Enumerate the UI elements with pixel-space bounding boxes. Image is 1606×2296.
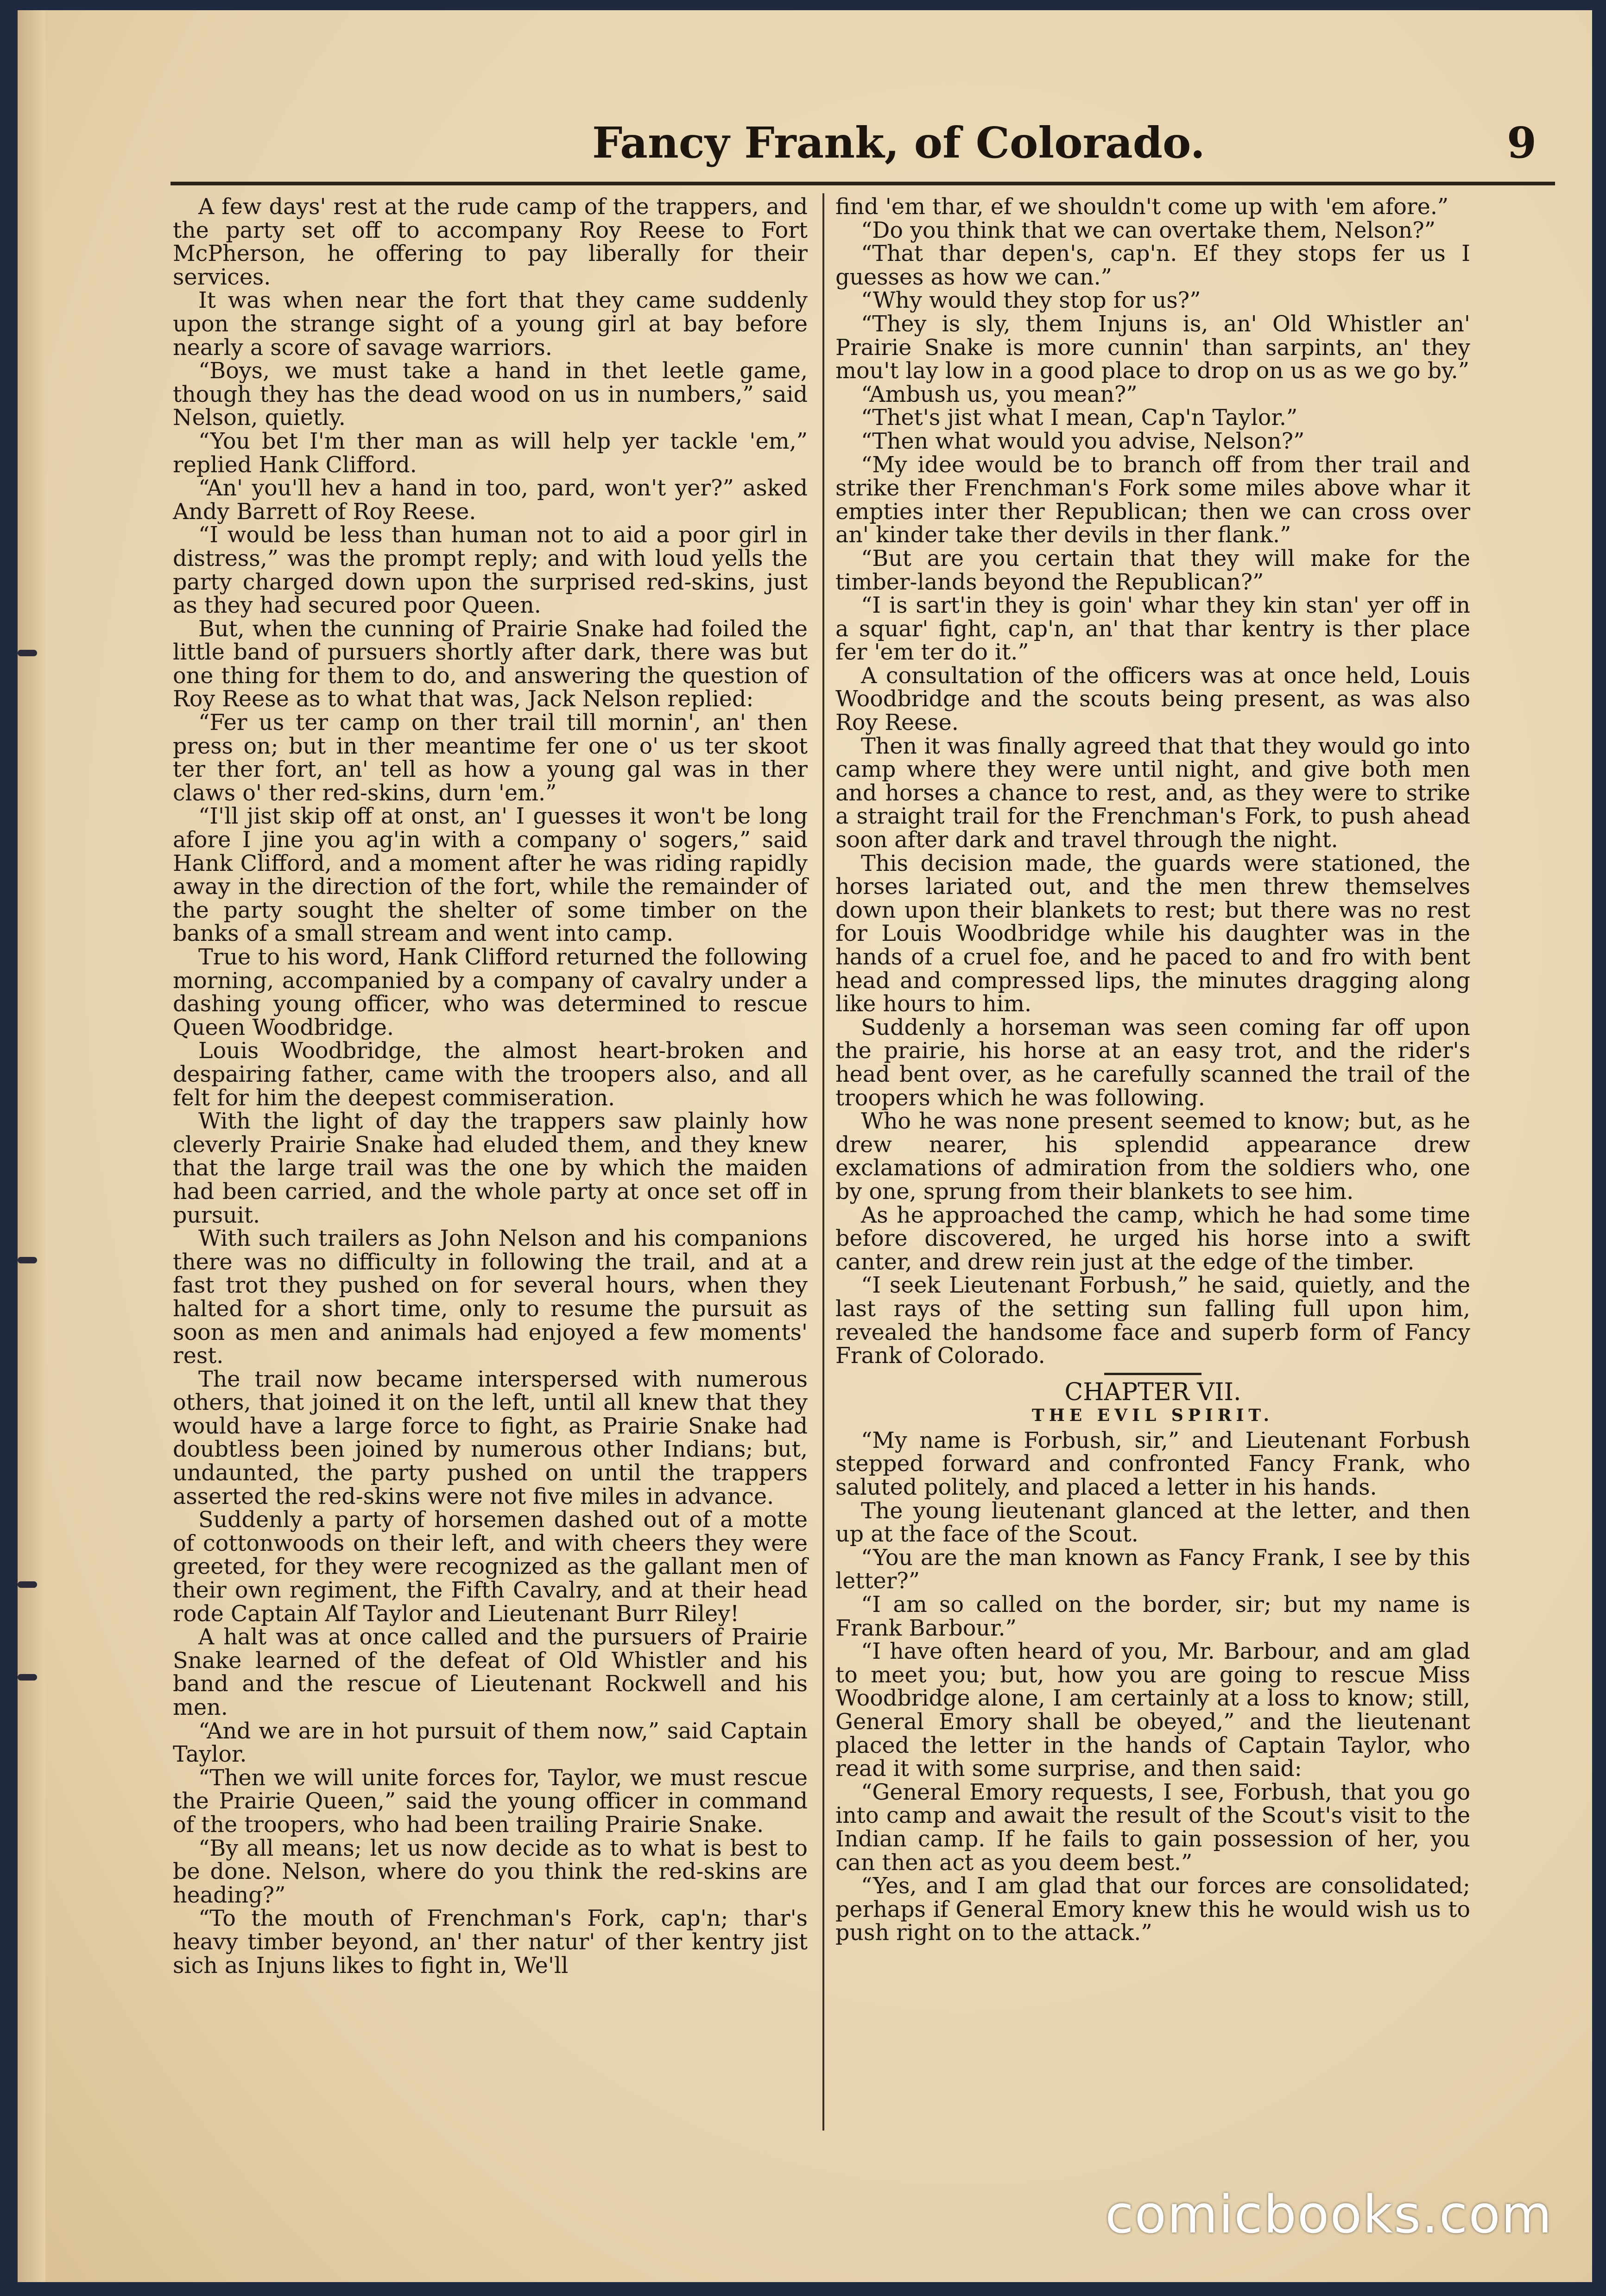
- paragraph: “I have often heard of you, Mr. Barbour, and am glad to meet you; but, how you are going to rescue Miss Woodbridge alone, I am certainly at a loss to know; still, General Emory shall be obeyed,” and the lieutenant placed the letter in the hands of Captain Taylor, who read it with some surprise, and then said:: [835, 1639, 1470, 1782]
- page-binding: [18, 10, 45, 2282]
- paragraph: “Fer us ter camp on ther trail till mornin', an' then press on; but in ther meantime fer one o' us ter skoot ter ther fort, an' tell as how a young gal was in ther claws o' ther red-skins, durn 'em.”: [173, 710, 808, 806]
- paragraph: Then it was finally agreed that that they would go into camp where they were until night, and give both men and horses a chance to rest, and, as they were to strike a straight trail for the Frenchman's Fork, to push ahead soon after dark and travel through the night.: [835, 733, 1470, 853]
- page-header: [171, 112, 1555, 185]
- paragraph: “I seek Lieutenant Forbush,” he said, quietly, and the last rays of the setting sun falling full upon him, revealed the handsome face and superb form of Fancy Frank of Colorado.: [835, 1273, 1470, 1369]
- paragraph: “Why would they stop for us?”: [861, 288, 1201, 314]
- paragraph: It was when near the fort that they came suddenly upon the strange sight of a young girl at bay before nearly a score of savage warriors.: [173, 288, 808, 361]
- chapter-title: CHAPTER VII.: [1064, 1378, 1241, 1406]
- paragraph: This decision made, the guards were stationed, the horses lariated out, and the men threw themselves down upon their blankets to rest; but there was no rest for Louis Woodbridge while his daughter was in the hands of a cruel foe, and he paced to and fro with bent head and compressed lips, the minutes dragging along like hours to him.: [835, 850, 1470, 1017]
- paragraph: “Do you think that we can overtake them, Nelson?”: [861, 217, 1436, 243]
- binding-stitch: [18, 1257, 37, 1263]
- paragraph: “By all means; let us now decide as to what is best to be done. Nelson, where do you think the red-skins are heading?”: [173, 1835, 808, 1908]
- paragraph: Who he was none present seemed to know; but, as he drew nearer, his splendid appearance drew exclamations of admiration from the soldiers who, one by one, sprung from their blankets to see him.: [835, 1109, 1470, 1205]
- left-column: [173, 196, 808, 1978]
- column-divider: [822, 193, 824, 2131]
- paragraph: True to his word, Hank Clifford returned the following morning, accompanied by a company of cavalry under a dashing young officer, who was determined to rescue Queen Woodbridge.: [173, 945, 808, 1040]
- paragraph: But, when the cunning of Prairie Snake had foiled the little band of pursuers shortly after dark, there was but one thing for them to do, and answering the question of Roy Reese as to what that was, Jack Nelson replied:: [173, 616, 808, 712]
- paragraph: “I is sart'in they is goin' whar they kin stan' yer off in a squar' fight, cap'n, an' that thar kentry is ther place fer 'em ter do it.”: [835, 593, 1470, 666]
- paragraph: Suddenly a party of horsemen dashed out of a motte of cottonwoods on their left, and with cheers they were greeted, for they were recognized as the gallant men of their own regiment, the Fifth Cavalry, and at their head rode Captain Alf Taylor and Lieutenant Burr Riley!: [173, 1507, 808, 1627]
- paragraph: A few days' rest at the rude camp of the trappers, and the party set off to accompany Roy Reese to Fort McPherson, he offering to pay liberally for their services.: [173, 194, 808, 290]
- paragraph: “That thar depen's, cap'n. Ef they stops fer us I guesses as how we can.”: [835, 241, 1470, 290]
- paragraph: “Then what would you advise, Nelson?”: [861, 428, 1305, 454]
- chapter-rule: [1104, 1373, 1201, 1375]
- paragraph: “I would be less than human not to aid a poor girl in distress,” was the prompt reply; and with loud yells the party charged down upon the surprised red-skins, just as they had secured poor Queen.: [173, 522, 808, 619]
- paragraph: The trail now became interspersed with numerous others, that joined it on the left, until all knew that they would have a large force to fight, as Prairie Snake had doubtless been joined by numerous other Indians; but, undaunted, the party pushed on until the trappers asserted the red-skins were not five miles in advance.: [173, 1366, 808, 1510]
- watermark: comicbooks.com: [1105, 2185, 1553, 2245]
- paragraph: Louis Woodbridge, the almost heart-broken and despairing father, came with the troopers also, and all felt for him the deepest commiseration.: [173, 1038, 808, 1111]
- paragraph: “I am so called on the border, sir; but my name is Frank Barbour.”: [835, 1592, 1470, 1641]
- paragraph: “General Emory requests, I see, Forbush, that you go into camp and await the result of the Scout's visit to the Indian camp. If he fails to gain possession of her, you can then act as you deem best.”: [835, 1779, 1470, 1876]
- paragraph: “You are the man known as Fancy Frank, I see by this letter?”: [835, 1545, 1470, 1594]
- paragraph: “To the mouth of Frenchman's Fork, cap'n; thar's heavy timber beyond, an' ther natur' of ther kentry jist sich as Injuns likes to fight in, We'll: [173, 1906, 808, 1979]
- paragraph: “I'll jist skip off at onst, an' I guesses it won't be long afore I jine you ag'in with a company o' sogers,” said Hank Clifford, and a moment after he was riding rapidly away in the direction of the fort, while the remainder of the party sought the shelter of some timber on the banks of a small stream and went into camp.: [173, 804, 808, 947]
- paragraph: As he approached the camp, which he had some time before discovered, he urged his horse into a swift canter, and drew rein just at the edge of the timber.: [835, 1202, 1470, 1275]
- binding-stitch: [18, 650, 37, 656]
- paragraph: With the light of day the trappers saw plainly how cleverly Prairie Snake had eluded them, and they knew that the large trail was the one by which the maiden had been carried, and the whole party at once set off in pursuit.: [173, 1109, 808, 1228]
- paragraph: A consultation of the officers was at once held, Louis Woodbridge and the scouts being present, as was also Roy Reese.: [835, 663, 1470, 736]
- running-title: Fancy Frank, of Colorado.: [592, 118, 1205, 168]
- page-number: 9: [1506, 118, 1536, 168]
- paragraph: “Yes, and I am glad that our forces are consolidated; perhaps if General Emory knew this he would wish us to push right on to the attack.”: [835, 1873, 1470, 1946]
- book-page: [18, 10, 1592, 2282]
- paragraph: “My name is Forbush, sir,” and Lieutenant Forbush stepped forward and confronted Fancy Frank, who saluted politely, and placed a letter in his hands.: [835, 1427, 1470, 1501]
- right-column: [835, 196, 1470, 1945]
- paragraph: “But are you certain that they will make for the timber-lands beyond the Republican?”: [835, 545, 1470, 595]
- paragraph: Suddenly a horseman was seen coming far off upon the prairie, his horse at an easy trot, and the rider's head bent over, as he carefully scanned the trail of the troopers which he was following.: [835, 1015, 1470, 1111]
- paragraph: “Then we will unite forces for, Taylor, we must rescue the Prairie Queen,” said the young officer in command of the troopers, who had been trailing Prairie Snake.: [173, 1765, 808, 1838]
- paragraph: With such trailers as John Nelson and his companions there was no difficulty in following the trail, and at a fast trot they pushed on for several hours, when they halted for a short time, only to resume the pursuit as soon as men and animals had enjoyed a few moments' rest.: [173, 1226, 808, 1369]
- paragraph: “An' you'll hev a hand in too, pard, won't yer?” asked Andy Barrett of Roy Reese.: [173, 476, 808, 525]
- paragraph: find 'em thar, ef we shouldn't come up with 'em afore.”: [835, 194, 1449, 220]
- chapter-subtitle: THE EVIL SPIRIT.: [1031, 1406, 1274, 1426]
- binding-stitch: [18, 1581, 37, 1588]
- right-column-after-chapter: [835, 1429, 1470, 1945]
- paragraph: A halt was at once called and the pursuers of Prairie Snake learned of the defeat of Old Whistler and his band and the rescue of Lieutenant Rockwell and his men.: [173, 1624, 808, 1720]
- paragraph: “You bet I'm ther man as will help yer tackle 'em,” replied Hank Clifford.: [173, 428, 808, 478]
- paragraph: “And we are in hot pursuit of them now,” said Captain Taylor.: [173, 1718, 808, 1768]
- right-column-before-chapter: [835, 196, 1470, 1368]
- paragraph: “Thet's jist what I mean, Cap'n Taylor.”: [861, 405, 1298, 431]
- paragraph: “They is sly, them Injuns is, an' Old Whistler an' Prairie Snake is more cunnin' than sarpints, an' they mou't lay low in a good place to drop on us as we go by.”: [835, 311, 1470, 384]
- paragraph: “My idee would be to branch off from ther trail and strike ther Frenchman's Fork some miles above whar it empties inter ther Republican; then we can cross over an' kinder take ther devils in ther flank.”: [835, 452, 1470, 548]
- binding-stitch: [18, 1674, 37, 1681]
- paragraph: The young lieutenant glanced at the letter, and then up at the face of the Scout.: [835, 1498, 1470, 1548]
- paragraph: “Boys, we must take a hand in thet leetle game, though they has the dead wood on us in numbers,” said Nelson, quietly.: [173, 358, 808, 431]
- paragraph: “Ambush us, you mean?”: [861, 381, 1138, 407]
